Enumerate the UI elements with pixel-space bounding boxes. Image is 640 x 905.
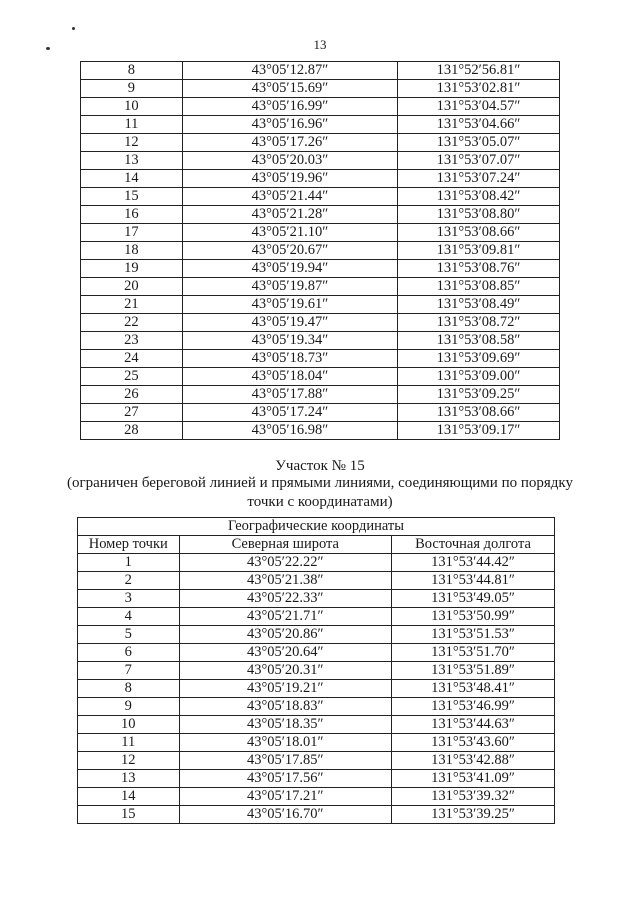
table-row [81, 80, 560, 98]
point-number-cell: 8 [78, 680, 180, 698]
longitude-cell: 131°53′51.53″ [392, 626, 555, 644]
latitude-cell: 43°05′19.61″ [182, 296, 397, 314]
point-number-cell: 14 [78, 788, 180, 806]
table-row [78, 770, 555, 788]
longitude-cell: 131°53′09.81″ [398, 242, 560, 260]
point-number-cell: 9 [81, 80, 183, 98]
point-number-cell: 12 [78, 752, 180, 770]
latitude-cell: 43°05′18.04″ [182, 368, 397, 386]
latitude-cell: 43°05′20.64″ [179, 644, 392, 662]
point-number-cell: 14 [81, 170, 183, 188]
longitude-cell: 131°53′08.42″ [398, 188, 560, 206]
table-row [81, 242, 560, 260]
table-row [81, 206, 560, 224]
latitude-cell: 43°05′19.21″ [179, 680, 392, 698]
latitude-cell: 43°05′18.83″ [179, 698, 392, 716]
latitude-cell: 43°05′16.99″ [182, 98, 397, 116]
longitude-cell: 131°53′50.99″ [392, 608, 555, 626]
table-row [81, 314, 560, 332]
point-number-cell: 11 [78, 734, 180, 752]
table-row [78, 644, 555, 662]
section-title: Участок № 15 [275, 458, 365, 474]
table-row [81, 368, 560, 386]
latitude-cell: 43°05′21.38″ [179, 572, 392, 590]
longitude-cell: 131°53′09.25″ [398, 386, 560, 404]
table-row [78, 662, 555, 680]
longitude-cell: 131°53′08.85″ [398, 278, 560, 296]
point-number-cell: 20 [81, 278, 183, 296]
point-number-cell: 23 [81, 332, 183, 350]
longitude-cell: 131°53′08.58″ [398, 332, 560, 350]
table-row [81, 170, 560, 188]
point-number-cell: 9 [78, 698, 180, 716]
longitude-cell: 131°53′44.42″ [392, 554, 555, 572]
longitude-cell: 131°53′07.07″ [398, 152, 560, 170]
table-row [81, 134, 560, 152]
table-row [81, 404, 560, 422]
table-row [78, 752, 555, 770]
table-row [78, 572, 555, 590]
longitude-cell: 131°53′08.49″ [398, 296, 560, 314]
latitude-cell: 43°05′18.35″ [179, 716, 392, 734]
point-number-cell: 6 [78, 644, 180, 662]
point-number-cell: 4 [78, 608, 180, 626]
point-number-cell: 25 [81, 368, 183, 386]
latitude-cell: 43°05′15.69″ [182, 80, 397, 98]
table-row [81, 332, 560, 350]
point-number-cell: 12 [81, 134, 183, 152]
longitude-cell: 131°53′49.05″ [392, 590, 555, 608]
table-header-row [78, 536, 555, 554]
latitude-cell: 43°05′17.26″ [182, 134, 397, 152]
latitude-cell: 43°05′16.96″ [182, 116, 397, 134]
table-row [81, 224, 560, 242]
point-number-cell: 7 [78, 662, 180, 680]
table-header-row [78, 518, 555, 536]
latitude-cell: 43°05′16.98″ [182, 422, 397, 440]
latitude-cell: 43°05′22.22″ [179, 554, 392, 572]
latitude-cell: 43°05′19.94″ [182, 260, 397, 278]
table-row [81, 350, 560, 368]
point-number-cell: 13 [78, 770, 180, 788]
latitude-cell: 43°05′12.87″ [182, 62, 397, 80]
point-number-cell: 27 [81, 404, 183, 422]
table-row [81, 386, 560, 404]
point-number-cell: 17 [81, 224, 183, 242]
scan-speck [72, 27, 75, 30]
coordinates-table-section-15 [77, 517, 555, 824]
table-row [78, 680, 555, 698]
point-number-cell: 8 [81, 62, 183, 80]
point-number-cell: 24 [81, 350, 183, 368]
point-number-cell: 10 [78, 716, 180, 734]
point-number-cell: 16 [81, 206, 183, 224]
longitude-cell: 131°53′08.66″ [398, 404, 560, 422]
latitude-cell: 43°05′19.34″ [182, 332, 397, 350]
point-number-cell: 15 [81, 188, 183, 206]
latitude-cell: 43°05′17.24″ [182, 404, 397, 422]
longitude-cell: 131°53′02.81″ [398, 80, 560, 98]
table-row [78, 716, 555, 734]
longitude-cell: 131°53′48.41″ [392, 680, 555, 698]
latitude-cell: 43°05′22.33″ [179, 590, 392, 608]
table-row [81, 98, 560, 116]
latitude-cell: 43°05′18.01″ [179, 734, 392, 752]
latitude-cell: 43°05′20.86″ [179, 626, 392, 644]
table-row [81, 116, 560, 134]
latitude-cell: 43°05′21.28″ [182, 206, 397, 224]
latitude-cell: 43°05′21.44″ [182, 188, 397, 206]
longitude-cell: 131°53′51.89″ [392, 662, 555, 680]
longitude-cell: 131°53′08.72″ [398, 314, 560, 332]
longitude-cell: 131°52′56.81″ [398, 62, 560, 80]
longitude-cell: 131°53′09.17″ [398, 422, 560, 440]
longitude-cell: 131°53′09.00″ [398, 368, 560, 386]
longitude-cell: 131°53′07.24″ [398, 170, 560, 188]
table-row [81, 296, 560, 314]
coordinates-table-continued [80, 61, 560, 440]
col-point-header: Номер точки [78, 536, 180, 554]
latitude-cell: 43°05′20.03″ [182, 152, 397, 170]
col-latitude-header: Северная широта [179, 536, 392, 554]
section-description: (ограничен береговой линией и прямыми линиями, соединяющими по порядку точки с координатами) [66, 475, 573, 510]
longitude-cell: 131°53′51.70″ [392, 644, 555, 662]
latitude-cell: 43°05′18.73″ [182, 350, 397, 368]
latitude-cell: 43°05′17.88″ [182, 386, 397, 404]
coordinates-table-body [78, 554, 555, 824]
group-header: Географические координаты [78, 518, 555, 536]
point-number-cell: 21 [81, 296, 183, 314]
point-number-cell: 26 [81, 386, 183, 404]
coordinates-table-header [78, 518, 555, 554]
point-number-cell: 10 [81, 98, 183, 116]
point-number-cell: 28 [81, 422, 183, 440]
latitude-cell: 43°05′21.71″ [179, 608, 392, 626]
longitude-cell: 131°53′41.09″ [392, 770, 555, 788]
table-row [78, 590, 555, 608]
table-row [78, 734, 555, 752]
longitude-cell: 131°53′39.32″ [392, 788, 555, 806]
coordinates-table-body [81, 62, 560, 440]
longitude-cell: 131°53′08.76″ [398, 260, 560, 278]
latitude-cell: 43°05′21.10″ [182, 224, 397, 242]
table-row [78, 788, 555, 806]
latitude-cell: 43°05′19.47″ [182, 314, 397, 332]
latitude-cell: 43°05′17.56″ [179, 770, 392, 788]
latitude-cell: 43°05′19.96″ [182, 170, 397, 188]
longitude-cell: 131°53′44.63″ [392, 716, 555, 734]
table-row [78, 698, 555, 716]
point-number-cell: 2 [78, 572, 180, 590]
longitude-cell: 131°53′44.81″ [392, 572, 555, 590]
table-row [81, 278, 560, 296]
table-row [81, 422, 560, 440]
table-row [78, 554, 555, 572]
latitude-cell: 43°05′17.21″ [179, 788, 392, 806]
latitude-cell: 43°05′20.67″ [182, 242, 397, 260]
table-row [78, 806, 555, 824]
longitude-cell: 131°53′08.80″ [398, 206, 560, 224]
longitude-cell: 131°53′05.07″ [398, 134, 560, 152]
table-row [78, 626, 555, 644]
point-number-cell: 13 [81, 152, 183, 170]
latitude-cell: 43°05′19.87″ [182, 278, 397, 296]
point-number-cell: 5 [78, 626, 180, 644]
table-row [81, 62, 560, 80]
point-number-cell: 22 [81, 314, 183, 332]
table-row [81, 260, 560, 278]
table-row [81, 188, 560, 206]
point-number-cell: 1 [78, 554, 180, 572]
col-longitude-header: Восточная долгота [392, 536, 555, 554]
page-number: 13 [313, 37, 327, 52]
latitude-cell: 43°05′17.85″ [179, 752, 392, 770]
longitude-cell: 131°53′42.88″ [392, 752, 555, 770]
longitude-cell: 131°53′04.57″ [398, 98, 560, 116]
table-row [81, 152, 560, 170]
longitude-cell: 131°53′09.69″ [398, 350, 560, 368]
longitude-cell: 131°53′04.66″ [398, 116, 560, 134]
point-number-cell: 18 [81, 242, 183, 260]
latitude-cell: 43°05′20.31″ [179, 662, 392, 680]
longitude-cell: 131°53′46.99″ [392, 698, 555, 716]
latitude-cell: 43°05′16.70″ [179, 806, 392, 824]
point-number-cell: 19 [81, 260, 183, 278]
point-number-cell: 11 [81, 116, 183, 134]
longitude-cell: 131°53′08.66″ [398, 224, 560, 242]
point-number-cell: 3 [78, 590, 180, 608]
point-number-cell: 15 [78, 806, 180, 824]
table-row [78, 608, 555, 626]
longitude-cell: 131°53′43.60″ [392, 734, 555, 752]
longitude-cell: 131°53′39.25″ [392, 806, 555, 824]
